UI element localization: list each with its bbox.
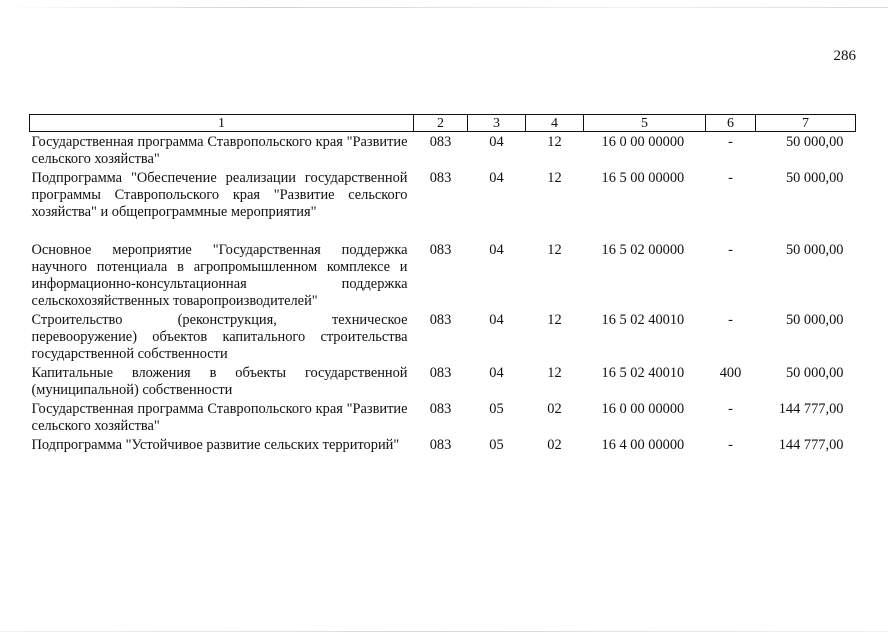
row-name: Подпрограмма "Устойчивое развитие сельских территорий" [31,437,400,453]
column-header: 1 [30,115,414,132]
row-section: 04 [489,365,504,381]
table-row [30,168,856,221]
row-ministry-code: 083 [429,365,452,381]
row-target-code: 16 4 00 00000 [601,437,685,453]
row-subsection: 12 [547,242,562,258]
row-expense-type: - [728,242,733,258]
table-row [30,240,856,310]
row-expense-type: - [728,312,733,328]
row-amount: 50 000,00 [785,134,844,150]
row-subsection: 02 [547,401,562,417]
row-target-code: 16 0 00 00000 [601,134,685,150]
row-name: Государственная программа Ставропольского края "Развитие сельского хозяйства" [31,134,408,167]
table-row [30,132,856,169]
row-target-code: 16 5 02 40010 [601,365,685,381]
spacer-row [30,221,856,240]
row-subsection: 12 [547,170,562,186]
row-expense-type: - [728,170,733,186]
row-target-code: 16 5 00 00000 [601,170,685,186]
scan-edge-bottom [0,631,888,632]
row-section: 05 [489,401,504,417]
table-row [30,363,856,399]
column-header: 2 [414,115,468,132]
row-section: 04 [489,312,504,328]
row-subsection: 12 [547,365,562,381]
row-subsection: 12 [547,312,562,328]
row-section: 04 [489,242,504,258]
row-expense-type: - [728,437,733,453]
table-row [30,435,856,454]
row-amount: 50 000,00 [785,365,844,381]
row-amount: 50 000,00 [785,312,844,328]
row-ministry-code: 083 [429,312,452,328]
row-target-code: 16 5 02 00000 [601,242,685,258]
row-name: Основное мероприятие "Государственная поддержка научного потенциала в агропромышленном комплексе и информационно-консультационная поддержка сельскохозяйственных товаропроизводителей" [31,242,408,309]
scan-edge-top [0,7,888,8]
page-number: 286 [833,48,856,64]
row-name: Подпрограмма "Обеспечение реализации государственной программы Ставропольского края "Развитие сельского хозяйства" и общепрограммные мероприятия" [31,170,408,220]
row-name: Капитальные вложения в объекты государственной (муниципальной) собственности [31,365,408,398]
row-expense-type: 400 [719,365,742,381]
table-row [30,310,856,363]
row-section: 04 [489,170,504,186]
row-expense-type: - [728,134,733,150]
row-ministry-code: 083 [429,242,452,258]
row-expense-type: - [728,401,733,417]
table-row [30,399,856,435]
row-section: 05 [489,437,504,453]
row-subsection: 12 [547,134,562,150]
column-header: 4 [526,115,584,132]
row-subsection: 02 [547,437,562,453]
column-header: 7 [756,115,856,132]
row-target-code: 16 5 02 40010 [601,312,685,328]
row-ministry-code: 083 [429,401,452,417]
budget-table [29,114,856,454]
row-target-code: 16 0 00 00000 [601,401,685,417]
row-ministry-code: 083 [429,170,452,186]
column-header: 5 [584,115,706,132]
row-name: Строительство (реконструкция, техническое перевооружение) объектов капитального строительства государственной собственности [31,312,408,362]
column-header: 3 [468,115,526,132]
row-amount: 144 777,00 [778,437,844,453]
row-amount: 50 000,00 [785,242,844,258]
column-header: 6 [706,115,756,132]
row-amount: 144 777,00 [778,401,844,417]
row-ministry-code: 083 [429,134,452,150]
row-name: Государственная программа Ставропольского края "Развитие сельского хозяйства" [31,401,408,434]
row-section: 04 [489,134,504,150]
row-amount: 50 000,00 [785,170,844,186]
row-ministry-code: 083 [429,437,452,453]
header-row [30,115,856,132]
